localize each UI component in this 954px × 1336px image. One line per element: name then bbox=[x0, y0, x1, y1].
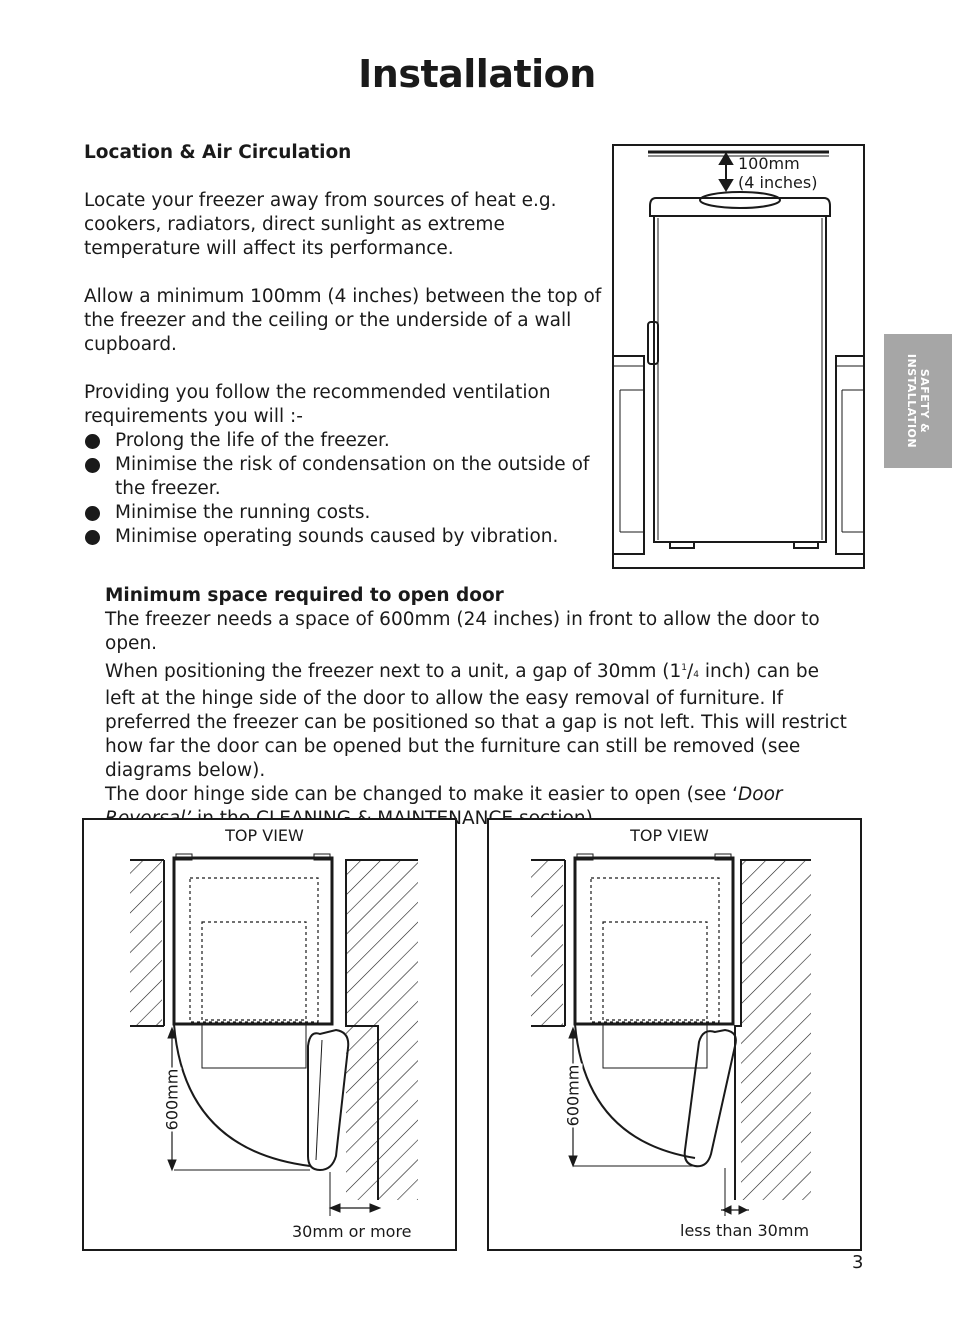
door-space-para-2: When positioning the freezer next to a unit, a gap of 30mm ($1^1/4$ inch) can be left at the hinge side of the door to allow the easy removal of furniture. If preferred the freezer can be positioned so that a gap is not left. This will restrict how far the door can be opened but the furniture can still be removed (see diagrams below). bbox=[105, 661, 847, 782]
list-item: Minimise operating sounds caused by vibration. bbox=[84, 525, 596, 549]
door-space-para-1: The freezer needs a space of 600mm (24 inches) in front to allow the door to open. bbox=[105, 609, 820, 654]
clearance-label-in: (4 inches) bbox=[738, 173, 818, 192]
depth-label-left: 600mm bbox=[162, 1068, 182, 1131]
depth-label-right: 600mm bbox=[563, 1064, 583, 1127]
top-view-right bbox=[487, 818, 862, 1251]
clearance-figure bbox=[612, 144, 865, 569]
top-view-left bbox=[82, 818, 457, 1251]
page-number: 3 bbox=[852, 1252, 864, 1273]
list-item: Minimise the risk of condensation on the outside of the freezer. bbox=[84, 453, 596, 501]
top-view-left-title: TOP VIEW bbox=[225, 826, 304, 845]
location-heading: Location & Air Circulation bbox=[84, 142, 352, 163]
location-para-1: Locate your freezer away from sources of heat e.g. cookers, radiators, direct sunlight as extreme temperature will affect its performance. bbox=[84, 190, 557, 259]
top-view-right-drawing bbox=[489, 820, 860, 1249]
door-space-section bbox=[105, 584, 850, 831]
location-para-2: Allow a minimum 100mm (4 inches) between the top of the freezer and the ceiling or the underside of a wall cupboard. bbox=[84, 286, 602, 355]
list-item: Prolong the life of the freezer. bbox=[84, 429, 596, 453]
gap-label-left: 30mm or more bbox=[292, 1222, 412, 1241]
top-view-right-title: TOP VIEW bbox=[630, 826, 709, 845]
top-view-left-drawing bbox=[84, 820, 455, 1249]
list-item: Minimise the running costs. bbox=[84, 501, 596, 525]
benefit-list bbox=[84, 429, 596, 549]
location-para-3: Providing you follow the recommended ventilation requirements you will :- bbox=[84, 382, 551, 427]
freezer-front-drawing bbox=[614, 146, 863, 567]
clearance-label-mm: 100mm bbox=[738, 154, 800, 173]
page-title: Installation bbox=[358, 52, 596, 96]
gap-label-right: less than 30mm bbox=[680, 1221, 810, 1240]
section-tab[interactable] bbox=[884, 334, 952, 468]
section-tab-label: SAFETY & INSTALLATION bbox=[905, 353, 931, 449]
door-space-heading: Minimum space required to open door bbox=[105, 585, 504, 606]
door-space-para-3: The door hinge side can be changed to make it easier to open (see ‘Door bbox=[105, 784, 783, 806]
